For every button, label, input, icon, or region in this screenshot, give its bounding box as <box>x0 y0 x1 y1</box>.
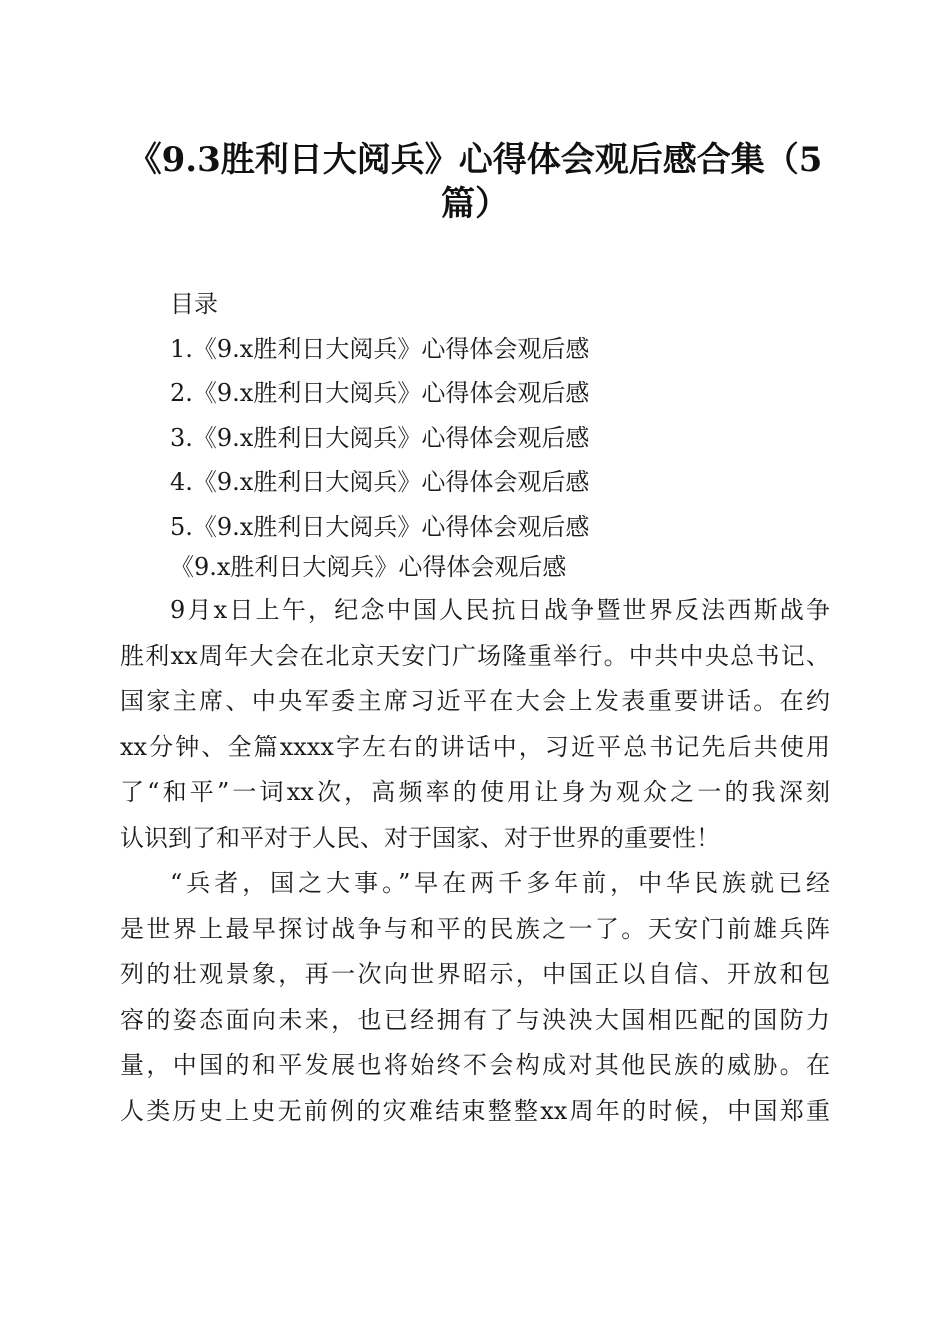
toc-item-5: 5.《9.x胜利日大阅兵》心得体会观后感 <box>170 512 590 541</box>
paragraph-line: “兵者，国之大事。”早在两千多年前，中华民族就已经 <box>170 869 830 897</box>
toc-item-2: 2.《9.x胜利日大阅兵》心得体会观后感 <box>170 379 590 407</box>
paragraph-line: 人类历史上史无前例的灾难结束整整xx周年的时候，中国郑重 <box>120 1096 830 1125</box>
paragraph-line: 量，中国的和平发展也将始终不会构成对其他民族的威胁。在 <box>120 1051 830 1079</box>
toc-item-3: 3.《9.x胜利日大阅兵》心得体会观后感 <box>170 423 590 452</box>
title-line-1: 《9.3胜利日大阅兵》心得体会观后感合集（5 <box>127 140 823 180</box>
paragraph-line: 胜利xx周年大会在北京天安门广场隆重举行。中共中央总书记、 <box>120 641 830 670</box>
paragraph-line: 认识到了和平对于人民、对于国家、对于世界的重要性！ <box>120 823 720 852</box>
table-of-contents <box>170 282 820 549</box>
paragraph-line: 9月x日上午，纪念中国人民抗日战争暨世界反法西斯战争 <box>170 596 830 624</box>
toc-heading: 目录 <box>170 290 218 318</box>
toc-item-1: 1.《9.x胜利日大阅兵》心得体会观后感 <box>170 334 590 363</box>
paragraph-2 <box>120 861 830 1134</box>
paragraph-line: 国家主席、中央军委主席习近平在大会上发表重要讲话。在约 <box>120 687 830 715</box>
paragraph-line: 容的姿态面向未来，也已经拥有了与泱泱大国相匹配的国防力 <box>120 1005 830 1034</box>
body-text <box>120 588 830 1134</box>
paragraph-1 <box>120 588 830 861</box>
paragraph-line: 是世界上最早探讨战争与和平的民族之一了。天安门前雄兵阵 <box>120 914 830 943</box>
title-line-2: 篇） <box>441 184 509 224</box>
paragraph-line: xx分钟、全篇xxxx字左右的讲话中，习近平总书记先后共使用 <box>120 732 830 761</box>
section-title: 《9.x胜利日大阅兵》心得体会观后感 <box>170 553 567 581</box>
toc-item-4: 4.《9.x胜利日大阅兵》心得体会观后感 <box>170 468 590 496</box>
paragraph-line: 了“和平”一词xx次，高频率的使用让身为观众之一的我深刻 <box>120 778 830 806</box>
document-title <box>110 138 840 226</box>
paragraph-line: 列的壮观景象，再一次向世界昭示，中国正以自信、开放和包 <box>120 960 830 988</box>
